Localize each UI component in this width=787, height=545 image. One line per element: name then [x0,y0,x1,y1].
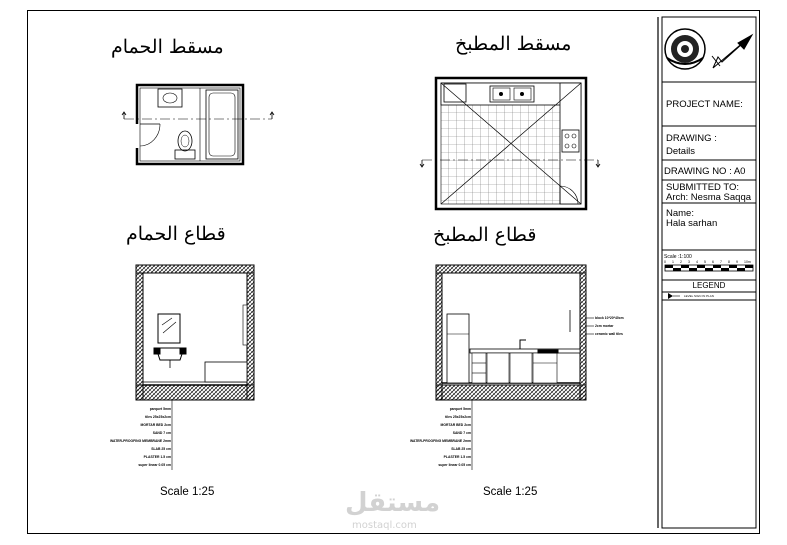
student-name-label: Name: [666,208,694,219]
floor-layer-note: parquet 5mm [149,407,171,411]
project-name-label: PROJECT NAME: [666,99,743,110]
drawing-label: DRAWING : [666,133,717,144]
title-block-frame [658,17,756,528]
wall-layer-note: 2cm mortar [595,324,614,328]
bathroom-plan [122,85,274,164]
scale-tick: 2 [680,260,682,264]
floor-layer-note: super linear 0.05 cm [138,463,171,467]
drawing-value: Details [666,146,696,157]
scale-tick: 0 [664,260,666,264]
title-block-scale-bar [665,265,753,271]
university-logo [665,29,705,69]
scale-tick: 7 [720,260,722,264]
scale-tick: 3 [688,260,690,264]
floor-layer-note: parquet 5mm [449,407,471,411]
title-block-scale: Scale :1:100 [664,254,692,260]
legend-level-sign-icon [668,293,680,299]
drawing-number: DRAWING NO : A0 [664,166,746,177]
scale-tick: 9 [736,260,738,264]
scale-tick: 6 [712,260,714,264]
scale-tick: 5 [704,260,706,264]
legend-title: LEGEND [692,281,726,290]
floor-layer-note: tiles 25x25x2cm [145,415,171,419]
wall-layer-note: ceramic wall tiles [595,332,623,336]
floor-layer-note: tiles 25x25x2cm [445,415,471,419]
floor-layer-note: WATER-PROOFING MEMBRANE 2mm [410,439,471,443]
watermark-url: mostaql.com [352,520,417,531]
bathroom-scale-label: Scale 1:25 [160,486,215,498]
scale-tick: 10m [744,260,751,264]
watermark-logo: مستقل [345,488,441,518]
floor-layer-note: super linear 0.05 cm [438,463,471,467]
north-arrow-icon [712,35,752,68]
kitchen-section-title: قطاع المطبخ [433,224,537,246]
student-name-value: Hala sarhan [666,218,718,229]
scale-tick: 8 [728,260,730,264]
bathroom-section-title: قطاع الحمام [126,223,226,245]
floor-layer-note: PLASTER 1.5 cm [143,455,171,459]
floor-layer-note: SAND 7 cm [452,431,471,435]
floor-layer-note: MORTAR BED 2cm [140,423,171,427]
legend-item-label: LEVEL SIGN IN PLAN [684,294,714,298]
submitted-to-name: Arch: Nesma Saqqa [666,192,752,203]
floor-layer-note: PLASTER 1.5 cm [443,455,471,459]
floor-layer-note: SLAB 25 cm [451,447,471,451]
scale-tick: 4 [696,260,698,264]
floor-layer-note: SLAB 25 cm [151,447,171,451]
submitted-to-label: SUBMITTED TO: [666,182,740,193]
floor-layer-note: WATER-PROOFING MEMBRANE 2mm [110,439,171,443]
floor-layer-note: MORTAR BED 2cm [440,423,471,427]
kitchen-plan-title: مسقط المطبخ [455,33,572,55]
kitchen-scale-label: Scale 1:25 [483,486,538,498]
floor-layer-note: SAND 7 cm [152,431,171,435]
bathroom-plan-title: مسقط الحمام [111,36,224,58]
kitchen-plan [420,78,600,209]
scale-tick: 1 [672,260,674,264]
wall-layer-note: block 10*20*40cm [595,316,624,320]
